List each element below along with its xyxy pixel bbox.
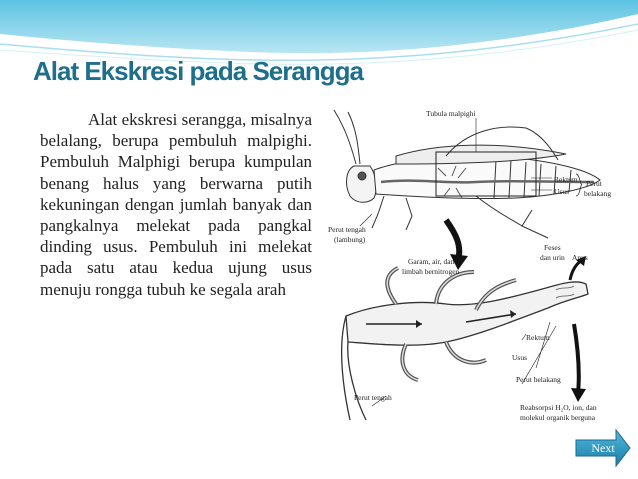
label-rektum-bottom: Rektum xyxy=(526,333,550,342)
label-tubula-malpighi: Tubula malpighi xyxy=(426,109,476,118)
label-feses-2: dan urin xyxy=(540,253,565,262)
label-perut-tengah-bottom: Perut tengah xyxy=(354,393,392,402)
grasshopper-illustration xyxy=(334,110,600,238)
label-rektum-top: Rektum xyxy=(554,175,578,184)
label-perut-belakang-1: Perut xyxy=(586,179,602,188)
body-paragraph: Alat ekskresi serangga, misalnya belalang, berupa pembuluh malpighi. Pembuluh Malphigi berupa kumpulan benang halus yang berwarna putih kekuningan dengan jumlah banyak dan pangkalnya melekat pada pangkal dinding usus. Pembuluh ini melekat pada satu atau kedua ujung usus menuju rongga tubuh ke segala arah xyxy=(40,110,312,299)
label-perut-tengah-2: (lambung) xyxy=(334,235,366,244)
label-perut-belakang-bottom: Perut belakang xyxy=(516,375,561,384)
next-button[interactable] xyxy=(572,428,632,468)
zoom-arrow xyxy=(446,220,459,260)
label-usus-top: Usus xyxy=(554,187,570,196)
label-reabsorpsi-2: molekul organik berguna xyxy=(520,413,596,422)
label-anus: Anus xyxy=(572,253,588,262)
slide-title: Alat Ekskresi pada Serangga xyxy=(33,56,363,86)
next-label: Next xyxy=(591,441,615,455)
label-garam-1: Garam, air, dan xyxy=(408,257,455,266)
label-garam-2: limbah bernitrogen xyxy=(402,267,460,276)
label-perut-tengah-1: Perut tengah xyxy=(328,225,366,234)
grasshopper-excretory-diagram xyxy=(326,104,616,429)
label-usus-bottom: Usus xyxy=(512,353,528,362)
label-reabsorpsi-1: Reabsorpsi H₂O, ion, dan xyxy=(520,403,597,412)
label-perut-belakang-2: belakang xyxy=(584,189,612,198)
label-feses-1: Feses xyxy=(544,243,561,252)
